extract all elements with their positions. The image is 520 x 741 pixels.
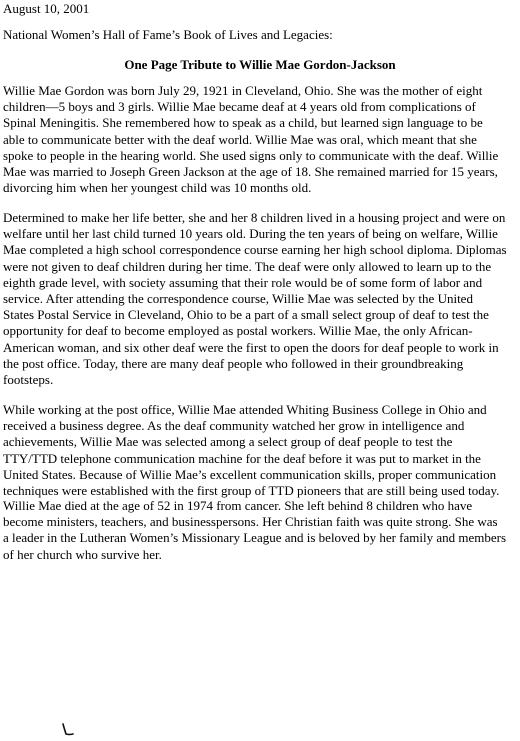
paragraph-line: were not given to deaf children during her time. The deaf were only allowed to learn up to the (3, 258, 492, 274)
paragraph-line: Mae was married to Joseph Green Jackson at the age of 18. She remained married for 15 years, (3, 164, 498, 180)
paragraph-line: While working at the post office, Willie Mae attended Whiting Business College in Ohio and (3, 402, 487, 417)
paragraph-welfare-and-postal-service (3, 210, 518, 388)
stray-pen-mark (60, 722, 76, 738)
paragraph-line: Mae completed a high school correspondence course earning her high school diploma. Diplomas (3, 242, 507, 258)
paragraph-line: received a business degree. As the deaf community watched her grow in intelligence and (3, 418, 465, 434)
paragraph-line: eighth grade level, with society assuming that their role would be of some form of labor and (3, 274, 483, 290)
paragraph-line: able to communicate better with the deaf world. Willie Mae was oral, which meant that she (3, 131, 477, 147)
paragraph-line: TTY/TTD telephone communication machine for the deaf before it was put to market in the (3, 450, 481, 466)
paragraph-line: Spinal Meningitis. She remembered how to speak as a child, but learned sign language to be (3, 115, 483, 131)
document-title: One Page Tribute to Willie Mae Gordon-Jackson (124, 57, 396, 72)
paragraph-line: of her church who survive her. (3, 546, 162, 562)
paragraph-line: United States. Because of Willie Mae’s excellent communication skills, proper communication (3, 466, 497, 482)
paragraph-line: achievements, Willie Mae was selected among a select group of deaf people to test the (3, 434, 453, 450)
paragraph-line: American woman, and six other deaf were the first to open the doors for deaf people to work in (3, 339, 499, 355)
paragraph-business-college-and-tty (3, 402, 518, 499)
paragraph-line: welfare until her last child turned 10 years old. During the ten years of being on welfare, Willie (3, 226, 498, 242)
paragraph-line: service. After attending the correspondence course, Willie Mae was selected by the United (3, 291, 473, 307)
paragraph-line: spoke to people in the hearing world. She used signs only to communicate with the deaf. Willie (3, 147, 499, 163)
paragraph-line: techniques were established with the first group of TTD pioneers that are still being used today. (3, 483, 500, 499)
paragraph-line: a leader in the Lutheran Women’s Missionary League and is beloved by her family and members (3, 530, 507, 546)
paragraph-line: States Postal Service in Cleveland, Ohio to be a part of a small select group of deaf to test the (3, 307, 489, 323)
paragraph-line: divorcing him when her youngest child was 10 months old. (3, 180, 312, 196)
paragraph-line: opportunity for deaf to become employed as postal workers. Willie Mae, the only African- (3, 323, 473, 339)
paragraph-line: Determined to make her life better, she and her 8 children lived in a housing project and were on (3, 210, 506, 225)
paragraph-line: children—5 boys and 3 girls. Willie Mae became deaf at 4 years old from complications of (3, 99, 476, 115)
paragraph-birth-and-family (3, 83, 518, 196)
paragraph-line: become ministers, teachers, and businesspersons. Her Christian faith was quite strong. She was (3, 514, 498, 530)
paragraph-line: footsteps. (3, 372, 54, 388)
paragraph-line: Willie Mae Gordon was born July 29, 1921 in Cleveland, Ohio. She was the mother of eight (3, 83, 483, 98)
document-date: August 10, 2001 (3, 1, 90, 16)
document-heading: National Women’s Hall of Fame’s Book of Lives and Legacies: (3, 27, 333, 42)
paragraph-legacy (3, 498, 518, 563)
paragraph-line: Willie Mae died at the age of 52 in 1974 from cancer. She left behind 8 children who have (3, 498, 473, 513)
paragraph-line: the post office. Today, there are many deaf people who followed in their groundbreaking (3, 355, 464, 371)
